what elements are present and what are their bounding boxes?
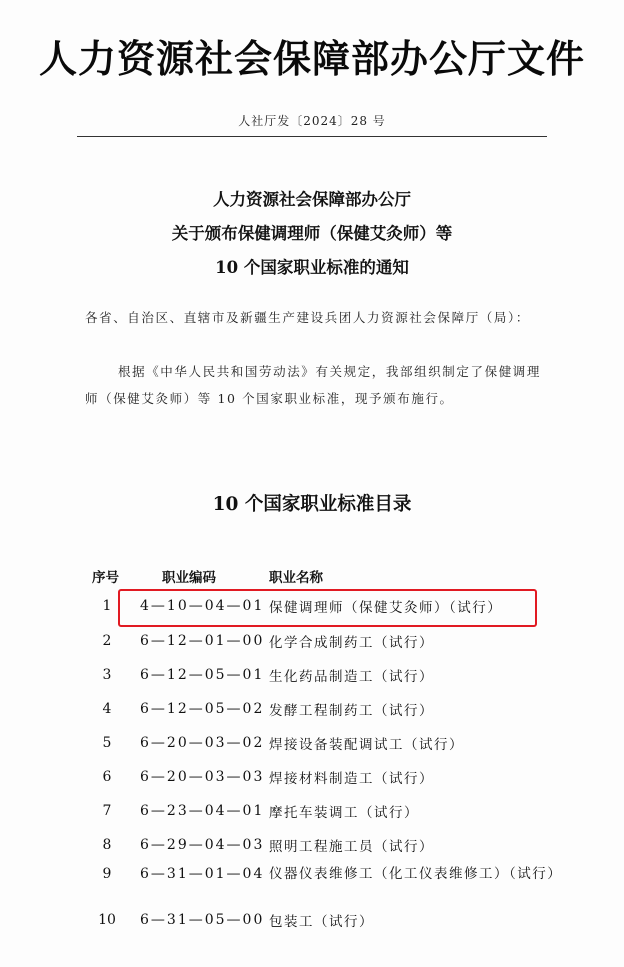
row-name: 摩托车装调工（试行） xyxy=(269,805,419,821)
table-row xyxy=(0,837,624,861)
notice-title-line-2: 关于颁布保健调理师（保健艾灸师）等 xyxy=(171,224,453,243)
row-code: 4—10—04—01 xyxy=(140,598,265,614)
row-seq: 1 xyxy=(102,598,112,614)
table-row xyxy=(0,735,624,759)
row-name: 化学合成制药工（试行） xyxy=(269,635,434,651)
row-code: 6—12—05—01 xyxy=(140,667,265,683)
row-seq: 6 xyxy=(102,769,112,785)
table-row xyxy=(0,912,624,936)
row-seq: 7 xyxy=(102,803,112,819)
header-divider xyxy=(77,136,547,137)
table-row xyxy=(0,803,624,827)
row-seq: 5 xyxy=(102,735,112,751)
row-code: 6—31—05—00 xyxy=(140,912,265,928)
row-name: 照明工程施工员（试行） xyxy=(269,839,434,855)
row-seq: 10 xyxy=(98,912,116,928)
row-code: 6—20—03—02 xyxy=(140,735,265,751)
notice-title-line-3: 10 个国家职业标准的通知 xyxy=(215,258,409,277)
column-header-seq: 序号 xyxy=(92,570,119,586)
row-code: 6—23—04—01 xyxy=(140,803,265,819)
row-code: 6—31—01—04 xyxy=(140,866,265,882)
row-name: 焊接材料制造工（试行） xyxy=(269,771,434,787)
table-row xyxy=(0,701,624,725)
row-name: 仪器仪表维修工（化工仪表维修工）（试行） xyxy=(269,866,563,882)
row-name: 生化药品制造工（试行） xyxy=(269,669,434,685)
row-code: 6—29—04—03 xyxy=(140,837,265,853)
notice-recipients: 各省、自治区、直辖市及新疆生产建设兵团人力资源社会保障厅（局）： xyxy=(85,310,530,325)
row-seq: 8 xyxy=(102,837,112,853)
table-row xyxy=(0,667,624,691)
row-seq: 2 xyxy=(102,633,112,649)
row-seq: 3 xyxy=(102,667,112,683)
column-header-code: 职业编码 xyxy=(162,570,216,586)
catalog-title: 10 个国家职业标准目录 xyxy=(212,494,412,515)
row-name: 保健调理师（保健艾灸师）（试行） xyxy=(269,600,503,616)
table-row xyxy=(0,633,624,657)
table-row xyxy=(0,598,624,622)
row-name: 发酵工程制药工（试行） xyxy=(269,703,434,719)
row-seq: 9 xyxy=(102,866,112,882)
notice-title-line-1: 人力资源社会保障部办公厅 xyxy=(213,190,411,209)
row-name: 焊接设备装配调试工（试行） xyxy=(269,737,464,753)
column-header-name: 职业名称 xyxy=(269,570,323,586)
document-number: 人社厅发〔2024〕28 号 xyxy=(238,114,386,128)
table-row xyxy=(0,866,624,890)
row-name: 包装工（试行） xyxy=(269,914,374,930)
table-row xyxy=(0,769,624,793)
row-code: 6—20—03—03 xyxy=(140,769,265,785)
document-header-title: 人力资源社会保障部办公厅文件 xyxy=(38,36,585,81)
row-code: 6—12—05—02 xyxy=(140,701,265,717)
notice-body: 根据《中华人民共和国劳动法》有关规定，我部组织制定了保健调理师（保健艾灸师）等 10 个国家职业标准，现予颁布施行。 xyxy=(85,364,542,406)
row-code: 6—12—01—00 xyxy=(140,633,265,649)
row-seq: 4 xyxy=(102,701,112,717)
